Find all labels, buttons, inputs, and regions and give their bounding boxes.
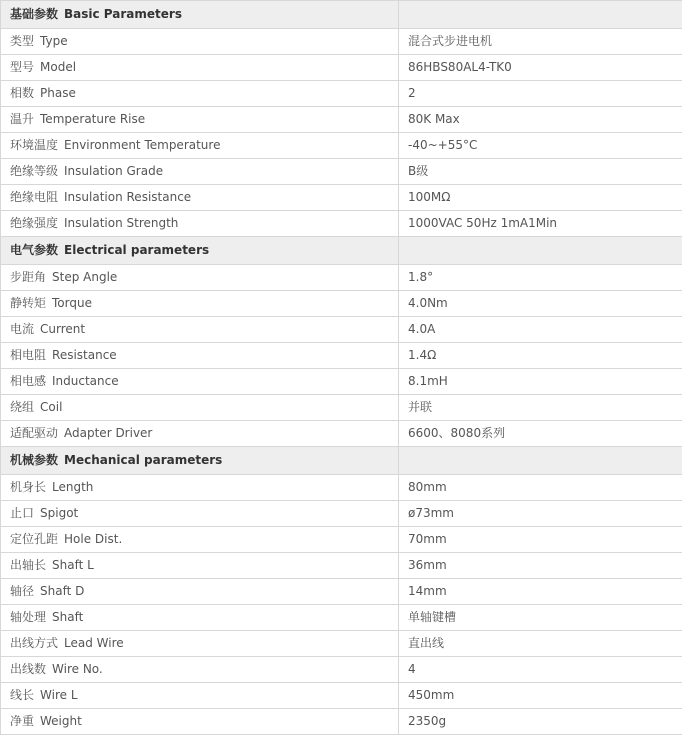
table-row	[1, 159, 682, 185]
parameter-label-cn: 出线方式	[10, 636, 59, 650]
parameter-label-cell	[1, 527, 399, 553]
table-row	[1, 501, 682, 527]
parameter-value: 2	[399, 81, 682, 107]
section-title-cell	[1, 447, 399, 475]
parameter-label-en: Step Angle	[52, 270, 118, 284]
parameter-label-cn: 出线数	[10, 662, 47, 676]
parameter-label-cell	[1, 29, 399, 55]
parameter-label-cell	[1, 421, 399, 447]
parameter-label-en: Torque	[52, 296, 92, 310]
parameter-value: 70mm	[399, 527, 682, 553]
parameter-label-en: Wire L	[40, 688, 78, 702]
parameter-label-en: Lead Wire	[64, 636, 124, 650]
table-row	[1, 81, 682, 107]
parameter-label-cell	[1, 185, 399, 211]
parameter-label-en: Type	[40, 34, 68, 48]
parameter-label-cn: 绝缘等级	[10, 164, 59, 178]
table-row	[1, 133, 682, 159]
table-row	[1, 317, 682, 343]
table-row	[1, 291, 682, 317]
table-row	[1, 343, 682, 369]
parameter-label-en: Insulation Strength	[64, 216, 179, 230]
table-row	[1, 709, 682, 735]
table-row	[1, 527, 682, 553]
section-header	[1, 447, 682, 475]
parameter-label-cell	[1, 291, 399, 317]
parameter-label-cn: 线长	[10, 688, 35, 702]
parameter-label-en: Shaft L	[52, 558, 94, 572]
parameter-value: 4.0Nm	[399, 291, 682, 317]
parameter-label-cn: 相电阻	[10, 348, 47, 362]
parameter-label-en: Hole Dist.	[64, 532, 123, 546]
table-row	[1, 579, 682, 605]
parameter-label-cn: 类型	[10, 34, 35, 48]
parameter-label-en: Adapter Driver	[64, 426, 153, 440]
table-row	[1, 421, 682, 447]
parameter-value: ø73mm	[399, 501, 682, 527]
parameter-value: 2350g	[399, 709, 682, 735]
section-title-en: Mechanical parameters	[64, 453, 223, 467]
table-row	[1, 657, 682, 683]
parameter-value: 单轴键槽	[399, 605, 682, 631]
parameter-value: B级	[399, 159, 682, 185]
parameter-label-cn: 止口	[10, 506, 35, 520]
section-title-cn: 机械参数	[10, 453, 59, 467]
section-header	[1, 1, 682, 29]
parameter-label-en: Environment Temperature	[64, 138, 221, 152]
parameter-label-cn: 绝缘强度	[10, 216, 59, 230]
parameter-label-cell	[1, 579, 399, 605]
parameter-label-cell	[1, 369, 399, 395]
parameter-label-cn: 相数	[10, 86, 35, 100]
parameter-label-cn: 轴处理	[10, 610, 47, 624]
parameter-label-en: Current	[40, 322, 86, 336]
table-row	[1, 605, 682, 631]
parameter-value: 450mm	[399, 683, 682, 709]
parameter-label-cn: 轴径	[10, 584, 35, 598]
table-row	[1, 265, 682, 291]
section-title-en: Basic Parameters	[64, 7, 182, 21]
parameter-value: 并联	[399, 395, 682, 421]
parameter-label-cell	[1, 133, 399, 159]
table-row	[1, 107, 682, 133]
parameter-value: 36mm	[399, 553, 682, 579]
parameter-label-cell	[1, 265, 399, 291]
parameter-label-cn: 步距角	[10, 270, 47, 284]
parameter-label-cell	[1, 501, 399, 527]
section-header-empty-cell	[399, 237, 682, 265]
parameter-label-en: Spigot	[40, 506, 79, 520]
parameter-label-en: Shaft	[52, 610, 84, 624]
parameter-label-en: Length	[52, 480, 94, 494]
parameter-label-cell	[1, 55, 399, 81]
section-title-cell	[1, 1, 399, 29]
parameter-label-cn: 适配驱动	[10, 426, 59, 440]
parameter-value: 1.8°	[399, 265, 682, 291]
parameter-label-cn: 电流	[10, 322, 35, 336]
parameter-label-cell	[1, 631, 399, 657]
parameter-value: 1000VAC 50Hz 1mA1Min	[399, 211, 682, 237]
section-header-empty-cell	[399, 1, 682, 29]
section-title-cn: 电气参数	[10, 243, 59, 257]
parameter-label-cell	[1, 343, 399, 369]
parameter-label-cell	[1, 709, 399, 735]
parameter-label-cn: 绝缘电阻	[10, 190, 59, 204]
parameter-value: 86HBS80AL4-TK0	[399, 55, 682, 81]
table-row	[1, 631, 682, 657]
parameter-label-cell	[1, 81, 399, 107]
parameter-label-cn: 绕组	[10, 400, 35, 414]
parameter-label-cell	[1, 475, 399, 501]
parameter-value: 4.0A	[399, 317, 682, 343]
parameter-value: 直出线	[399, 631, 682, 657]
parameter-label-cell	[1, 159, 399, 185]
parameter-label-cn: 静转矩	[10, 296, 47, 310]
parameter-label-cell	[1, 317, 399, 343]
parameter-label-cell	[1, 395, 399, 421]
parameter-label-cn: 相电感	[10, 374, 47, 388]
parameters-table-body	[1, 1, 682, 735]
table-row	[1, 475, 682, 501]
parameter-label-cn: 净重	[10, 714, 35, 728]
table-row	[1, 683, 682, 709]
parameter-label-cell	[1, 605, 399, 631]
parameter-value: 80mm	[399, 475, 682, 501]
table-row	[1, 185, 682, 211]
section-title-cn: 基础参数	[10, 7, 59, 21]
parameter-label-cell	[1, 107, 399, 133]
parameter-label-en: Wire No.	[52, 662, 103, 676]
parameter-label-cn: 定位孔距	[10, 532, 59, 546]
parameter-value: 6600、8080系列	[399, 421, 682, 447]
parameter-value: 8.1mH	[399, 369, 682, 395]
parameter-label-en: Weight	[40, 714, 82, 728]
parameter-label-cn: 机身长	[10, 480, 47, 494]
parameter-label-en: Phase	[40, 86, 76, 100]
table-row	[1, 395, 682, 421]
section-title-en: Electrical parameters	[64, 243, 210, 257]
parameter-label-cell	[1, 553, 399, 579]
parameter-value: 100MΩ	[399, 185, 682, 211]
table-row	[1, 553, 682, 579]
parameter-value: -40~+55°C	[399, 133, 682, 159]
parameter-label-en: Temperature Rise	[40, 112, 146, 126]
parameter-label-en: Coil	[40, 400, 63, 414]
parameter-value: 14mm	[399, 579, 682, 605]
parameter-label-cell	[1, 657, 399, 683]
parameter-value: 1.4Ω	[399, 343, 682, 369]
table-row	[1, 29, 682, 55]
parameter-label-en: Shaft D	[40, 584, 85, 598]
parameter-label-cn: 型号	[10, 60, 35, 74]
parameter-label-en: Insulation Resistance	[64, 190, 192, 204]
parameter-value: 4	[399, 657, 682, 683]
parameter-label-cn: 温升	[10, 112, 35, 126]
parameter-label-en: Inductance	[52, 374, 119, 388]
table-row	[1, 211, 682, 237]
parameter-label-en: Model	[40, 60, 77, 74]
section-header-empty-cell	[399, 447, 682, 475]
parameter-label-cn: 环境温度	[10, 138, 59, 152]
parameter-label-cell	[1, 211, 399, 237]
parameter-label-cell	[1, 683, 399, 709]
table-row	[1, 55, 682, 81]
table-row	[1, 369, 682, 395]
parameter-label-cn: 出轴长	[10, 558, 47, 572]
parameter-label-en: Resistance	[52, 348, 117, 362]
section-header	[1, 237, 682, 265]
section-title-cell	[1, 237, 399, 265]
parameter-value: 80K Max	[399, 107, 682, 133]
parameter-value: 混合式步进电机	[399, 29, 682, 55]
parameter-label-en: Insulation Grade	[64, 164, 164, 178]
